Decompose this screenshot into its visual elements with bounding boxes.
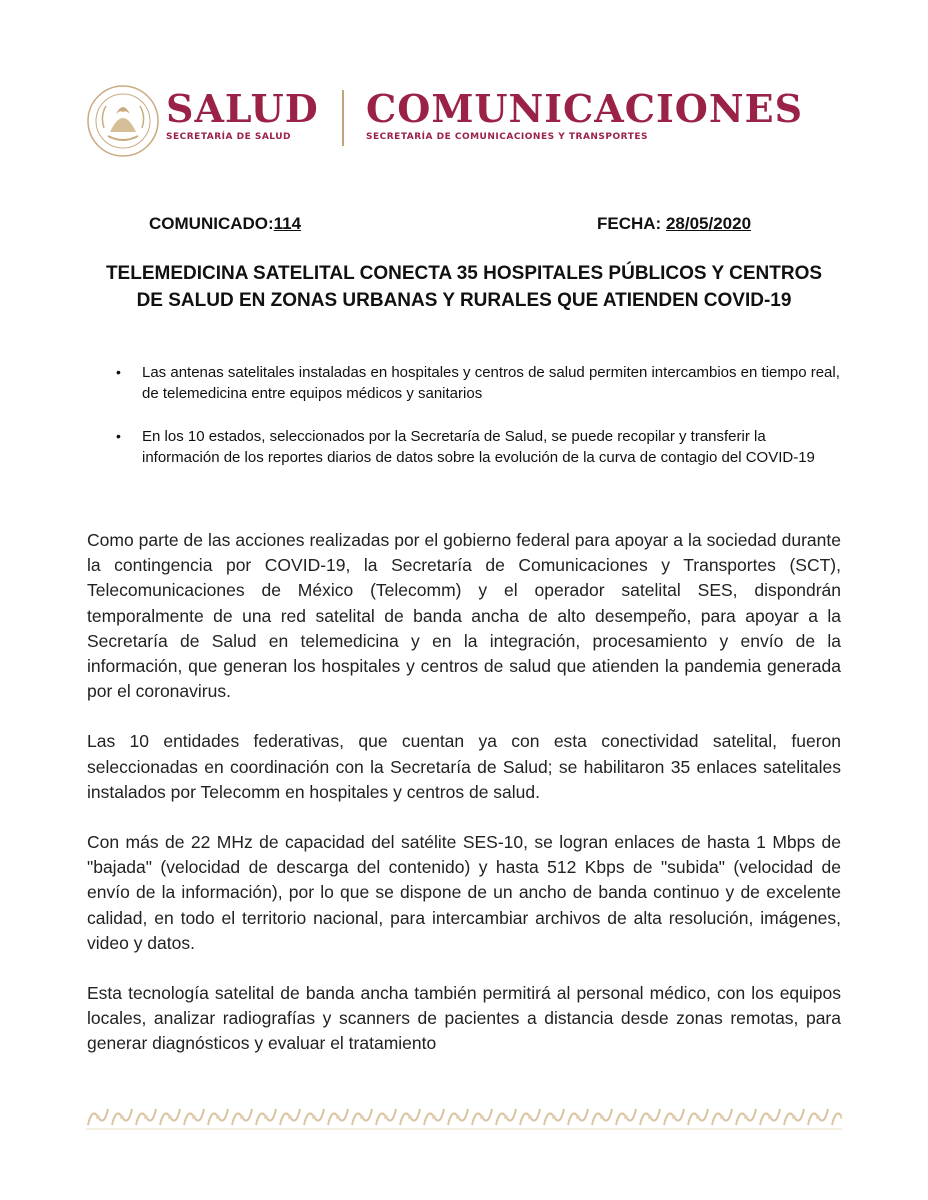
comunicado-value: 114 bbox=[273, 214, 302, 233]
paragraph: Las 10 entidades federativas, que cuentan ya con esta conectividad satelital, fueron seleccionadas en coordinación con la Secretaría de Salud; se habilitaron 35 enlaces satelitales instalados por Telecomm en hospitales y centros de salud. bbox=[87, 731, 841, 802]
coat-of-arms-seal-icon bbox=[86, 84, 160, 158]
comunicado-number bbox=[149, 214, 301, 234]
press-release-title: TELEMEDICINA SATELITAL CONECTA 35 HOSPITALES PÚBLICOS Y CENTROS DE SALUD EN ZONAS URBANAS Y RURALES QUE ATIENDEN COVID-19 bbox=[105, 263, 823, 311]
paragraph: Con más de 22 MHz de capacidad del satélite SES-10, se logran enlaces de hasta 1 Mbps de "bajada" (velocidad de descarga del contenido) y hasta 512 Kbps de "subida" (velocidad de envío de la información), por lo que se dispone de un ancho de banda continuo y de excelente calidad, en todo el territorio nacional, para intercambiar archivos de alta resolución, imágenes, video y datos. bbox=[87, 832, 841, 953]
bullet-dot-icon: • bbox=[116, 428, 121, 444]
bullet-item bbox=[116, 362, 844, 404]
salud-brand bbox=[166, 88, 319, 142]
letterhead bbox=[86, 84, 804, 160]
summary-bullets bbox=[116, 362, 844, 490]
bullet-dot-icon: • bbox=[116, 364, 121, 380]
comunicaciones-subtitle: SECRETARÍA DE COMUNICACIONES Y TRANSPORTES bbox=[366, 132, 648, 142]
fecha-label: FECHA: bbox=[597, 214, 662, 233]
paragraph: Esta tecnología satelital de banda ancha también permitirá al personal médico, con los equipos locales, analizar radiografías y scanners de pacientes a distancia desde zonas remotas, para generar diagnósticos y evaluar el tratamiento bbox=[87, 983, 841, 1054]
salud-wordmark: SALUD bbox=[166, 86, 319, 131]
comunicado-label: COMUNICADO: bbox=[149, 214, 274, 233]
press-release-meta bbox=[0, 214, 928, 238]
fecha bbox=[597, 214, 751, 234]
bullet-text: Las antenas satelitales instaladas en hospitales y centros de salud permiten intercambios en tiempo real, de telemedicina entre equipos médicos y sanitarios bbox=[142, 364, 840, 402]
body-text bbox=[87, 528, 841, 1082]
salud-subtitle: SECRETARÍA DE SALUD bbox=[166, 132, 291, 142]
brand-divider bbox=[342, 90, 344, 146]
comunicaciones-wordmark: COMUNICACIONES bbox=[366, 86, 804, 131]
comunicaciones-brand bbox=[366, 88, 803, 142]
paragraph: Como parte de las acciones realizadas por el gobierno federal para apoyar a la sociedad durante la contingencia por COVID-19, la Secretaría de Comunicaciones y Transportes (SCT), Telecomunicaciones de México (Telecomm) y el operador satelital SES, dispondrán temporalmente de una red satelital de banda ancha de alto desempeño, para apoyar a la Secretaría de Salud en telemedicina y en la integración, procesamiento y envío de la información, que generan los hospitales y centros de salud que atienden la pandemia generada por el coronavirus. bbox=[87, 530, 841, 702]
bullet-item bbox=[116, 426, 844, 468]
bullet-text: En los 10 estados, seleccionados por la Secretaría de Salud, se puede recopilar y transferir la información de los reportes diarios de datos sobre la evolución de la curva de contagio del COVID-19 bbox=[142, 428, 815, 466]
decorative-greca-band-icon bbox=[86, 1103, 842, 1131]
fecha-value: 28/05/2020 bbox=[665, 214, 752, 233]
